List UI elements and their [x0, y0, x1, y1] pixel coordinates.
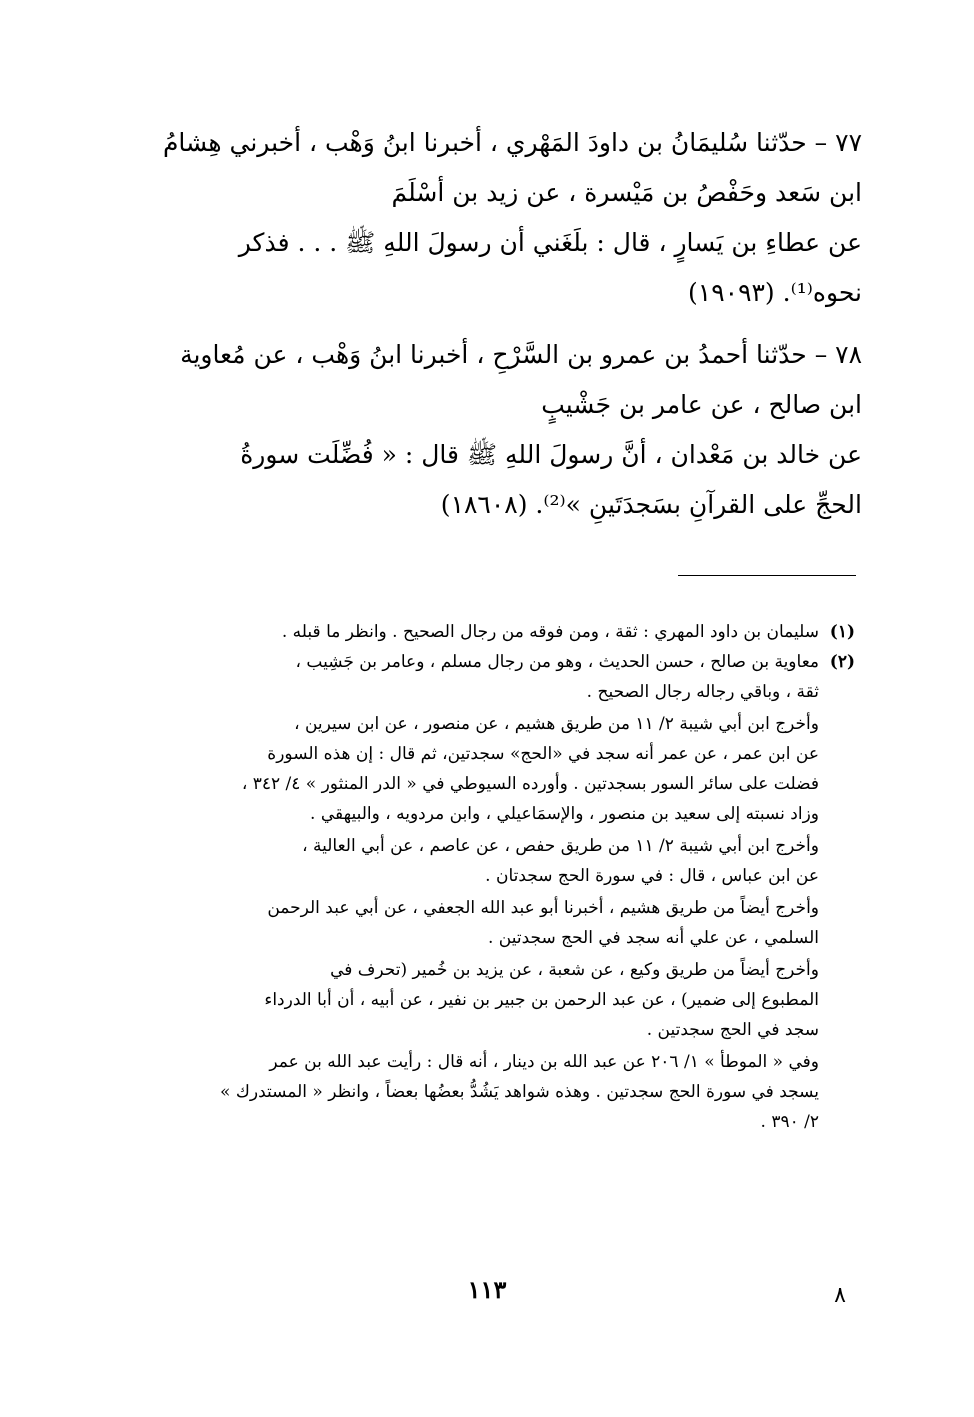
footnote-line: وأخرج ابن أبي شيبة ٢/ ١١ من طريق هشيم ، عن منصور ، عن ابن سيرين ،	[294, 714, 819, 734]
footnote-line: عن ابن عباس ، قال : في سورة الحج سجدتان .	[485, 866, 819, 886]
hadith-78-line: الحجِّ على القرآنِ بسَجدَتَينِ »⁽²⁾. (١٨٦٠٨)	[440, 490, 862, 519]
footnote-block	[150, 831, 819, 891]
footnote-separator	[678, 575, 856, 576]
hadith-77-line: ٧٧ – حدّثنا سُليمَانُ بن داودَ المَهْري ، أخبرنا ابنُ وَهْب ، أخبرني هِشامُ	[162, 128, 862, 157]
footnote-block	[150, 955, 819, 1045]
footnote-line: سليمان بن داود المهري : ثقة ، ومن فوقه من رجال الصحيح . وانظر ما قبله .	[281, 622, 819, 642]
footnote-block	[150, 1047, 819, 1137]
footnotes	[150, 617, 855, 1137]
footnote-line: ٢/ ٣٩٠ .	[760, 1112, 819, 1132]
footnote-line: وأخرج أيضاً من طريق وكيع ، عن شعبة ، عن يزيد بن خُمير (تحرف في	[330, 960, 819, 980]
footnote-2	[150, 647, 855, 1137]
footnote-line: يسجد في سورة الحج سجدتين . وهذه شواهد يَشُدُّ بعضُها بعضاً ، وانظر « المستدرك »	[220, 1082, 819, 1102]
hadith-78	[140, 330, 862, 530]
footnote-line: المطبوع إلى ضمير) ، عن عبد الرحمن بن جبير بن نفير ، عن أبيه ، أن أبا الدرداء	[264, 990, 819, 1010]
footnote-line: السلمي ، عن علي أنه سجد في الحج سجدتين .	[487, 928, 819, 948]
footnote-line: سجد في الحج سجدتين .	[646, 1020, 819, 1040]
hadith-78-line: عن خالد بن مَعْدان ، أنَّ رسولَ اللهِ ﷺ قال : « فُضِّلَت سورةُ	[240, 440, 862, 469]
footnote-number: (٢)	[829, 652, 855, 672]
footnote-line: وزاد نسبته إلى سعيد بن منصور ، والإسمَاعيلي ، وابن مردويه ، والبيهقي .	[310, 804, 819, 824]
footnote-1	[150, 617, 855, 647]
hadith-77	[140, 118, 862, 318]
footnote-line: وأخرج ابن أبي شيبة ٢/ ١١ من طريق حفص ، عن عاصم ، عن أبي العالية ،	[302, 836, 819, 856]
footnote-line: معاوية بن صالح ، حسن الحديث ، وهو من رجال مسلم ، وعامر بن جَشِيب ،	[295, 652, 819, 672]
footnote-block	[150, 709, 819, 829]
hadith-78-line: ابن صالح ، عن عامر بن جَشْيبٍ	[541, 390, 862, 419]
signature-mark: ٨	[834, 1283, 846, 1308]
footnote-line: وأخرج أيضاً من طريق هشيم ، أخبرنا أبو عبد الله الجعفي ، عن أبي عبد الرحمن	[267, 898, 819, 918]
footnote-block	[150, 893, 819, 953]
hadith-77-line: ابن سَعد وحَفْصُ بن مَيْسرة ، عن زيد بن أسْلَمَ	[391, 178, 862, 207]
page-number: ١١٣	[467, 1275, 507, 1304]
hadith-77-line: نحوه⁽¹⁾. (١٩٠٩٣)	[688, 278, 862, 307]
footnote-line: وفي « الموطأ » ١/ ٢٠٦ عن عبد الله بن دينار ، أنه قال : رأيت عبد الله بن عمر	[269, 1052, 819, 1072]
hadith-78-line: ٧٨ – حدّثنا أحمدُ بن عمرو بن السَّرْحِ ، أخبرنا ابنُ وَهْب ، عن مُعاوية	[180, 340, 862, 369]
footnote-line: ثقة ، وباقي رجاله رجال الصحيح .	[586, 682, 819, 702]
footnote-line: عن ابن عمر ، عن عمر أنه سجد في «الحج» سجدتين، ثم قال : إن هذه السورة	[267, 744, 819, 764]
footnote-line: فضلت على سائر السور بسجدتين . وأورده السيوطي في « الدر المنثور » ٤/ ٣٤٢ ،	[241, 774, 819, 794]
hadith-77-line: عن عطاءِ بن يَسارٍ ، قال : بلَغَني أن رسولَ اللهِ ﷺ . . . فذكر	[238, 228, 862, 257]
footnote-number: (١)	[829, 622, 855, 642]
hadith-text	[140, 118, 862, 542]
